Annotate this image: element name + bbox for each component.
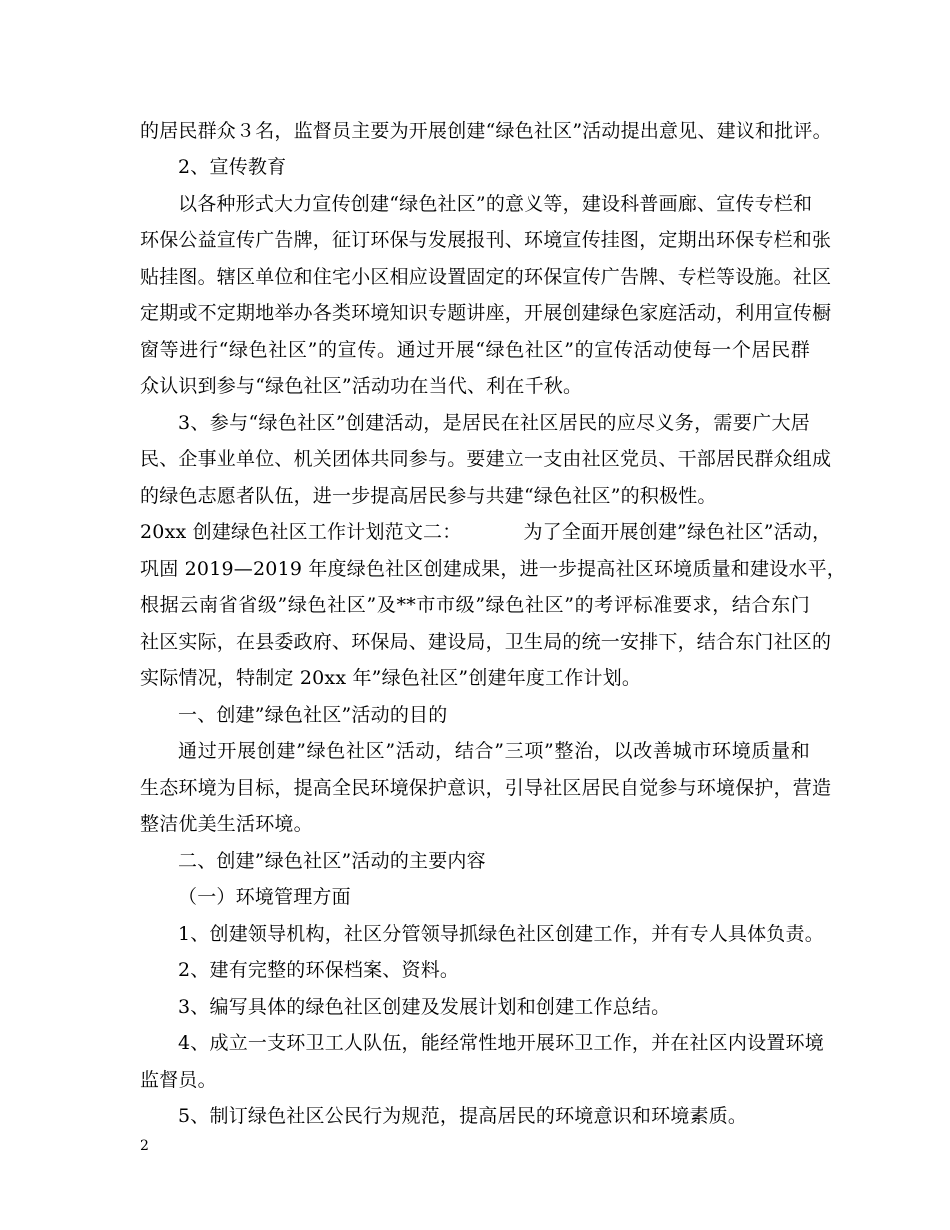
text-line: 以各种形式大力宣传创建“绿色社区”的意义等，建设科普画廊、宣传专栏和 [178, 193, 813, 215]
list-item: 1、创建领导机构，社区分管领导抓绿色社区创建工作，并有专人具体负责。 [178, 923, 824, 945]
list-item: 4、成立一支环卫工人队伍，能经常性地开展环卫工作，并在社区内设置环境 [178, 1032, 824, 1054]
section-heading: 2、宣传教育 [178, 156, 287, 178]
text-line: 3、参与“绿色社区”创建活动，是居民在社区居民的应尽义务，需要广大居 [178, 412, 810, 434]
text-line: 生态环境为目标，提高全民环境保护意识，引导社区居民自觉参与环境保护，营造 [140, 777, 832, 799]
list-item: 2、建有完整的环保档案、资料。 [178, 959, 460, 981]
text-line: 窗等进行“绿色社区”的宣传。通过开展“绿色社区”的宣传活动使每一个居民群 [140, 339, 810, 361]
subsection-heading: （一）环境管理方面 [178, 886, 351, 908]
text-line: 的绿色志愿者队伍，进一步提高居民参与共建“绿色社区”的积极性。 [140, 485, 717, 507]
text-line: 整洁优美生活环境。 [140, 813, 313, 835]
text-line: 监督员。 [140, 1069, 217, 1091]
section-title: 20xx 创建绿色社区工作计划范文二： [140, 521, 462, 543]
page-number: 2 [140, 1138, 149, 1154]
text-line: 贴挂图。辖区单位和住宅小区相应设置固定的环保宣传广告牌、专栏等设施。社区 [140, 266, 832, 288]
text-line: 众认识到参与“绿色社区”活动功在当代、利在千秋。 [140, 375, 583, 397]
text-line: 根据云南省省级”绿色社区”及**市市级”绿色社区”的考评标准要求，结合东门 [140, 594, 810, 616]
section-heading: 一、创建”绿色社区”活动的目的 [178, 704, 448, 726]
text-fragment: 为了全面开展创建”绿色社区”活动， [523, 521, 832, 543]
list-item: 3、编写具体的绿色社区创建及发展计划和创建工作总结。 [178, 996, 671, 1018]
text-line: 民、企事业单位、机关团体共同参与。要建立一支由社区党员、干部居民群众组成 [140, 448, 832, 470]
text-line: 环保公益宣传广告牌，征订环保与发展报刊、环境宣传挂图，定期出环保专栏和张 [140, 229, 832, 251]
text-line: 社区实际，在县委政府、环保局、建设局，卫生局的统一安排下，结合东门社区的 [140, 631, 832, 653]
text-line: 的居民群众３名，监督员主要为开展创建“绿色社区”活动提出意见、建议和批评。 [140, 120, 832, 142]
text-line: 定期或不定期地举办各类环境知识专题讲座，开展创建绿色家庭活动，利用宣传橱 [140, 302, 832, 324]
text-line: 实际情况，特制定 20xx 年”绿色社区”创建年度工作计划。 [140, 667, 642, 689]
text-line [140, 520, 832, 544]
section-heading: 二、创建”绿色社区”活动的主要内容 [178, 850, 486, 872]
list-item: 5、制订绿色社区公民行为规范，提高居民的环境意识和环境素质。 [178, 1105, 748, 1127]
text-line: 巩固 2019—2019 年度绿色社区创建成果，进一步提高社区环境质量和建设水平， [140, 558, 846, 580]
text-line: 通过开展创建”绿色社区”活动，结合”三项”整治，以改善城市环境质量和 [178, 740, 810, 762]
